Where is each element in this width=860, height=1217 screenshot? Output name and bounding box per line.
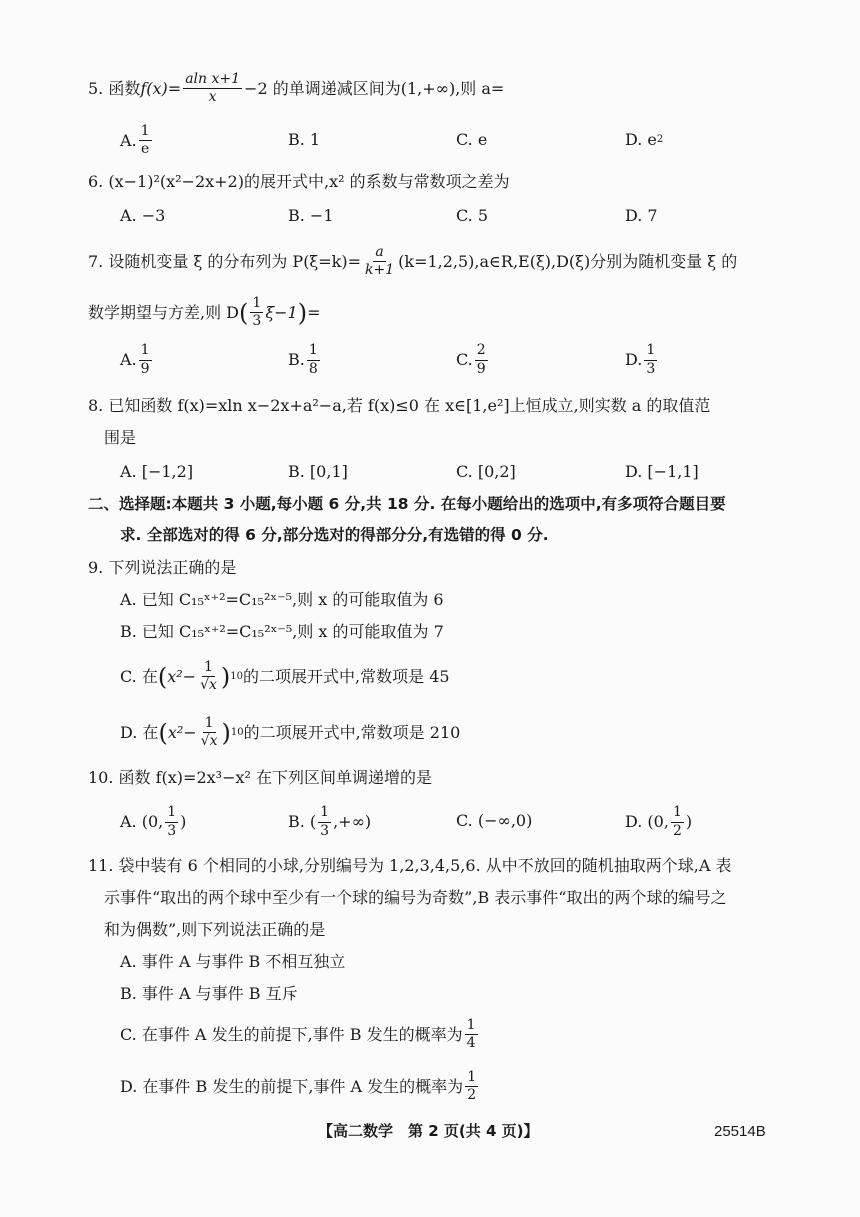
q6-option-b[interactable]: B. −1 [288, 206, 334, 225]
q11-option-d[interactable]: D. 在事件 B 发生的前提下,事件 A 发生的概率为 $\frac{1}{2}$ [120, 1069, 477, 1104]
q10-option-c[interactable]: C. (−∞,0) [456, 811, 533, 830]
q11-stem-line2: 示事件“取出的两个球中至少有一个球的编号为奇数”,B 表示事件“取出的两个球的编号之 [104, 888, 727, 907]
q11-option-b[interactable]: B. 事件 A 与事件 B 互斥 [120, 984, 298, 1003]
q6-options [120, 206, 820, 226]
q5-option-c[interactable]: C. e [456, 130, 488, 149]
q8-options [120, 462, 820, 482]
q7-stem: 7. 设随机变量 ξ 的分布列为 P(ξ=k)= $\frac{a}{k+1}$ (k=1,2,5),a∈R,E(ξ),D(ξ)分别为随机变量 ξ 的 [88, 244, 738, 279]
q5-stem: 5. 函数 f(x)= $\frac{\text{aln x+1}}{x}$ −2 的单调递减区间为(1,+∞),则 a= [88, 71, 505, 106]
q11-stem: 11. 袋中装有 6 个相同的小球,分别编号为 1,2,3,4,5,6. 从中不放回的随机抽取两个球,A 表 [88, 856, 732, 875]
page-footer: 【高二数学 第 2 页(共 4 页)】 [318, 1122, 539, 1140]
q8-option-c[interactable]: C. [0,2] [456, 462, 516, 481]
q8-option-b[interactable]: B. [0,1] [288, 462, 348, 481]
q7-option-b[interactable]: B. $\frac{1}{8}$ [288, 342, 318, 377]
q7-stem-line2: 数学期望与方差,则 D ( $\frac{1}{3}$ ξ−1 ) = [88, 295, 321, 330]
q7-options [120, 342, 820, 378]
q10-stem: 10. 函数 f(x)=2x³−x² 在下列区间单调递增的是 [88, 768, 433, 787]
section-2-heading-line2: 求. 全部选对的得 6 分,部分选对的得部分分,有选错的得 0 分. [120, 526, 549, 544]
q8-stem-line2: 围是 [104, 428, 137, 447]
q5-options [120, 120, 820, 156]
q10-option-a[interactable]: A. (0, $\frac{1}{3}$ ) [120, 804, 187, 839]
q5-fraction: $\frac{\text{aln x+1}}{x}$ [185, 71, 241, 106]
q9-stem: 9. 下列说法正确的是 [88, 558, 237, 577]
q11-option-a[interactable]: A. 事件 A 与事件 B 不相互独立 [120, 952, 346, 971]
q6-option-c[interactable]: C. 5 [456, 206, 489, 225]
q10-options [120, 804, 820, 840]
q8-option-d[interactable]: D. [−1,1] [625, 462, 699, 481]
q6-stem: 6. (x−1)²(x²−2x+2)的展开式中,x² 的系数与常数项之差为 [88, 172, 510, 191]
q6-option-a[interactable]: A. −3 [120, 206, 166, 225]
section-2-heading: 二、选择题:本题共 3 小题,每小题 6 分,共 18 分. 在每小题给出的选项中,有多项符合题目要 [88, 495, 726, 513]
q8-stem: 8. 已知函数 f(x)=xln x−2x+a²−a,若 f(x)≤0 在 x∈[1,e²]上恒成立,则实数 a 的取值范 [88, 396, 711, 415]
q6-option-d[interactable]: D. 7 [625, 206, 658, 225]
q11-stem-line3: 和为偶数”,则下列说法正确的是 [104, 920, 326, 939]
q9-option-d[interactable]: D. 在 ( x²− $\frac{1}{√x}$ ) 10 的二项展开式中,常数项是 210 [120, 715, 461, 750]
paper-code: 25514B [714, 1123, 766, 1140]
q9-option-c[interactable]: C. 在 ( x²− $\frac{1}{√x}$ ) 10 的二项展开式中,常数项是 45 [120, 659, 450, 694]
q11-option-c[interactable]: C. 在事件 A 发生的前提下,事件 B 发生的概率为 $\frac{1}{4}$ [120, 1017, 476, 1052]
q7-option-a[interactable]: A. $\frac{1}{9}$ [120, 342, 150, 377]
q7-option-c[interactable]: C. $\frac{2}{9}$ [456, 342, 486, 377]
q5-option-d[interactable]: D. e 2 [625, 130, 664, 149]
q7-option-d[interactable]: D. $\frac{1}{3}$ [625, 342, 656, 377]
q5-option-a[interactable]: A. $\frac{1}{e}$ [120, 123, 150, 158]
q8-option-a[interactable]: A. [−1,2] [120, 462, 194, 481]
q9-option-b[interactable]: B. 已知 C₁₅ˣ⁺²=C₁₅²ˣ⁻⁵,则 x 的可能取值为 7 [120, 622, 444, 641]
q5-option-b[interactable]: B. 1 [288, 130, 321, 149]
q10-option-d[interactable]: D. (0, $\frac{1}{2}$ ) [625, 804, 693, 839]
q9-option-a[interactable]: A. 已知 C₁₅ˣ⁺²=C₁₅²ˣ⁻⁵,则 x 的可能取值为 6 [120, 590, 444, 609]
q10-option-b[interactable]: B. ( $\frac{1}{3}$ ,+∞) [288, 804, 372, 839]
